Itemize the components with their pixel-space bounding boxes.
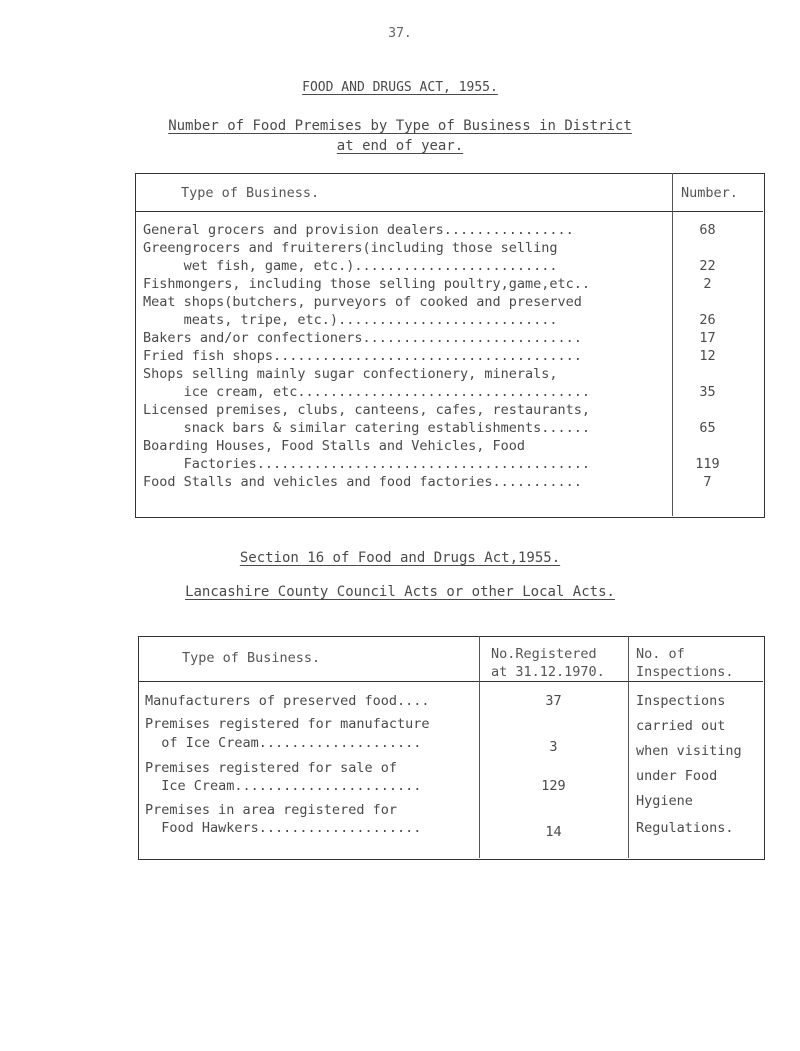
table2-row-type-cont: Ice Cream....................... bbox=[145, 778, 422, 794]
table1-row-type: Licensed premises, clubs, canteens, cafes, restaurants, bbox=[143, 402, 591, 418]
table1-row-number: 7 bbox=[703, 474, 712, 490]
table2-header-type: Type of Business. bbox=[182, 650, 321, 666]
table1-row-type: Fishmongers, including those selling poultry,game,etc.. bbox=[143, 276, 591, 292]
table1-row-type-cont: wet fish, game, etc.)......................... bbox=[143, 258, 558, 274]
table1-row-type: Fried fish shops...................................... bbox=[143, 348, 582, 364]
table1-row-number: 68 bbox=[699, 222, 716, 238]
table2-row-type: Manufacturers of preserved food.... bbox=[145, 693, 430, 709]
table1-header-type: Type of Business. bbox=[181, 185, 320, 201]
table2-column-rule-2 bbox=[628, 636, 629, 858]
table2-header-registered-date: at 31.12.1970. bbox=[491, 664, 605, 680]
table2-row-type: Premises registered for manufacture bbox=[145, 716, 430, 732]
table2-row-type-cont: of Ice Cream.................... bbox=[145, 735, 422, 751]
table2-header-inspections-cont: Inspections. bbox=[636, 664, 734, 680]
table2-header-registered: No.Registered bbox=[491, 646, 597, 662]
table1-row-number: 26 bbox=[699, 312, 716, 328]
table1-header-rule bbox=[135, 211, 763, 212]
table1-row-type-cont: ice cream, etc.................................... bbox=[143, 384, 591, 400]
table1-row-type-cont: snack bars & similar catering establishments...... bbox=[143, 420, 591, 436]
main-title-line2: at end of year. bbox=[336, 138, 464, 154]
main-title-line1: Number of Food Premises by Type of Business in District bbox=[168, 118, 632, 134]
table2-row-type-cont: Food Hawkers.................... bbox=[145, 820, 422, 836]
inspections-note-line: under Food bbox=[636, 768, 718, 784]
table1-row-number: 35 bbox=[699, 384, 716, 400]
table2-column-rule-1 bbox=[479, 636, 480, 858]
table2-header-rule bbox=[138, 681, 763, 682]
table2-header-inspections: No. of bbox=[636, 646, 685, 662]
section-subtitle: Lancashire County Council Acts or other Local Acts. bbox=[185, 584, 615, 600]
inspections-note-line: Regulations. bbox=[636, 820, 734, 836]
table1-row-type: Greengrocers and fruiterers(including those selling bbox=[143, 240, 558, 256]
table1-row-number: 2 bbox=[703, 276, 712, 292]
inspections-note-line: when visiting bbox=[636, 743, 742, 759]
page-number: 37. bbox=[388, 26, 412, 41]
table2-row-type: Premises registered for sale of bbox=[145, 760, 397, 776]
table1-row-type: Boarding Houses, Food Stalls and Vehicles, Food bbox=[143, 438, 526, 454]
table1-row-number: 65 bbox=[699, 420, 716, 436]
table1-row-type-cont: meats, tripe, etc.)........................... bbox=[143, 312, 558, 328]
table1-row-type: Meat shops(butchers, purveyors of cooked and preserved bbox=[143, 294, 582, 310]
table1-row-type: Bakers and/or confectioners........................... bbox=[143, 330, 582, 346]
inspections-note-line: Hygiene bbox=[636, 793, 693, 809]
inspections-note-line: Inspections bbox=[636, 693, 726, 709]
table1-column-rule bbox=[672, 173, 673, 516]
table1-row-type-cont: Factories......................................... bbox=[143, 456, 591, 472]
table1-row-type: Shops selling mainly sugar confectionery, minerals, bbox=[143, 366, 558, 382]
table2-row-registered: 14 bbox=[545, 824, 562, 840]
inspections-note-line: carried out bbox=[636, 718, 726, 734]
table2-row-registered: 129 bbox=[541, 778, 566, 794]
table1-row-number: 119 bbox=[695, 456, 720, 472]
table2-row-registered: 3 bbox=[549, 739, 558, 755]
table1-row-number: 12 bbox=[699, 348, 716, 364]
table1-row-number: 17 bbox=[699, 330, 716, 346]
table1-row-number: 22 bbox=[699, 258, 716, 274]
act-title: FOOD AND DRUGS ACT, 1955. bbox=[302, 80, 498, 95]
table2-row-registered: 37 bbox=[545, 693, 562, 709]
table1-row-type: Food Stalls and vehicles and food factories........... bbox=[143, 474, 582, 490]
section-title: Section 16 of Food and Drugs Act,1955. bbox=[239, 550, 561, 566]
table1-row-type: General grocers and provision dealers................ bbox=[143, 222, 574, 238]
table2-row-type: Premises in area registered for bbox=[145, 802, 397, 818]
table1-header-number: Number. bbox=[681, 185, 738, 201]
